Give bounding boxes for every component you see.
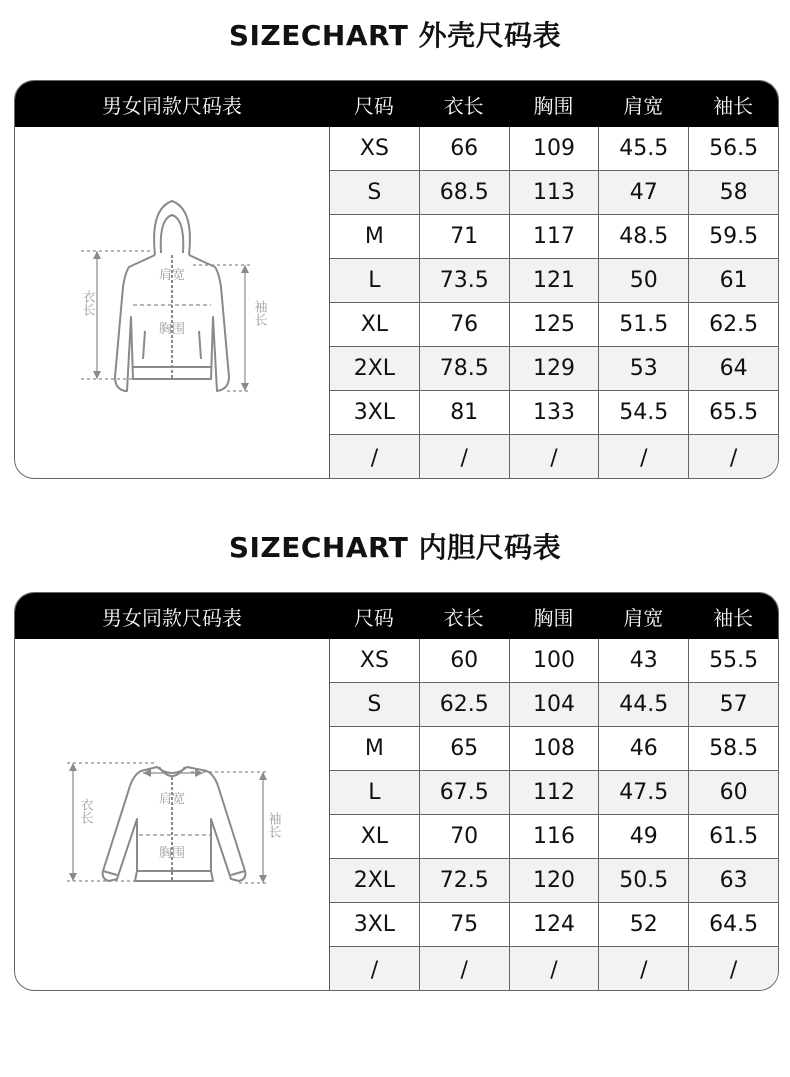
cell-chest: 113 bbox=[509, 171, 599, 214]
figure-panel bbox=[15, 639, 330, 990]
cell-size: / bbox=[370, 957, 379, 983]
cell-shoulder: 52 bbox=[598, 903, 688, 946]
figure-label-length: 衣长 bbox=[79, 290, 95, 316]
cell-sleeve: 64 bbox=[688, 347, 778, 390]
cell-length: 62.5 bbox=[419, 683, 509, 726]
table-row bbox=[330, 639, 778, 683]
table-row bbox=[330, 171, 778, 215]
cell-shoulder: 47.5 bbox=[598, 771, 688, 814]
cell-chest: 121 bbox=[509, 259, 599, 302]
cell-chest: 109 bbox=[509, 127, 599, 170]
cell-chest: 100 bbox=[509, 639, 599, 682]
cell-shoulder: 49 bbox=[598, 815, 688, 858]
cell-shoulder: 54.5 bbox=[598, 391, 688, 434]
table-row bbox=[330, 683, 778, 727]
collarless-liner-jacket-icon bbox=[15, 639, 329, 990]
cell-sleeve: 57 bbox=[688, 683, 778, 726]
header-col-sleeve: 袖长 bbox=[713, 605, 754, 630]
header-col-chest: 胸围 bbox=[533, 605, 574, 630]
cell-chest: 104 bbox=[509, 683, 599, 726]
figure-label-shoulder: 肩宽 bbox=[158, 792, 186, 807]
cell-sleeve: 64.5 bbox=[688, 903, 778, 946]
section-title-shell: SIZECHART 外壳尺码表 bbox=[228, 19, 562, 52]
cell-sleeve: 58.5 bbox=[688, 727, 778, 770]
cell-length: 65 bbox=[419, 727, 509, 770]
cell-chest: 124 bbox=[509, 903, 599, 946]
cell-sleeve: 61.5 bbox=[688, 815, 778, 858]
header-col-shoulder: 肩宽 bbox=[623, 605, 664, 630]
cell-chest: 116 bbox=[509, 815, 599, 858]
cell-size: M bbox=[364, 736, 384, 761]
cell-shoulder: 51.5 bbox=[598, 303, 688, 346]
cell-shoulder: 50 bbox=[598, 259, 688, 302]
cell-shoulder: / bbox=[598, 947, 688, 991]
cell-length: 66 bbox=[419, 127, 509, 170]
table-row bbox=[330, 435, 778, 479]
table-row bbox=[330, 727, 778, 771]
header-col-shoulder: 肩宽 bbox=[623, 93, 664, 118]
size-grid bbox=[330, 127, 778, 478]
cell-sleeve: 65.5 bbox=[688, 391, 778, 434]
cell-chest: / bbox=[509, 435, 599, 479]
cell-size: 2XL bbox=[353, 356, 396, 381]
figure-label-sleeve: 袖长 bbox=[251, 300, 267, 326]
cell-shoulder: 53 bbox=[598, 347, 688, 390]
header-col-size: 尺码 bbox=[353, 605, 394, 630]
cell-length: 78.5 bbox=[419, 347, 509, 390]
cell-sleeve: 55.5 bbox=[688, 639, 778, 682]
cell-shoulder: 43 bbox=[598, 639, 688, 682]
header-col-chest: 胸围 bbox=[533, 93, 574, 118]
cell-chest: 120 bbox=[509, 859, 599, 902]
cell-shoulder: 50.5 bbox=[598, 859, 688, 902]
cell-size: / bbox=[370, 445, 379, 471]
cell-size: S bbox=[367, 692, 382, 717]
header-col-size: 尺码 bbox=[353, 93, 394, 118]
cell-length: 76 bbox=[419, 303, 509, 346]
table-row bbox=[330, 859, 778, 903]
size-chart-shell bbox=[14, 80, 779, 479]
cell-chest: 129 bbox=[509, 347, 599, 390]
figure-label-chest: 胸围 bbox=[158, 846, 186, 861]
size-chart-liner bbox=[14, 592, 779, 991]
table-row bbox=[330, 259, 778, 303]
cell-length: 81 bbox=[419, 391, 509, 434]
cell-length: 68.5 bbox=[419, 171, 509, 214]
cell-size: XL bbox=[360, 312, 389, 337]
header-left: 男女同款尺码表 bbox=[102, 93, 242, 118]
cell-chest: / bbox=[509, 947, 599, 991]
table-row bbox=[330, 903, 778, 947]
table-row bbox=[330, 127, 778, 171]
figure-label-length: 衣长 bbox=[77, 798, 93, 824]
section-title-liner: SIZECHART 内胆尺码表 bbox=[228, 531, 562, 564]
cell-chest: 117 bbox=[509, 215, 599, 258]
header-col-length: 衣长 bbox=[443, 605, 484, 630]
table-header bbox=[15, 593, 778, 639]
cell-length: 67.5 bbox=[419, 771, 509, 814]
cell-shoulder: 47 bbox=[598, 171, 688, 214]
table-row bbox=[330, 771, 778, 815]
cell-size: L bbox=[368, 268, 381, 293]
cell-chest: 133 bbox=[509, 391, 599, 434]
cell-chest: 112 bbox=[509, 771, 599, 814]
cell-length: 70 bbox=[419, 815, 509, 858]
cell-size: XS bbox=[359, 136, 389, 161]
table-header bbox=[15, 81, 778, 127]
table-row bbox=[330, 391, 778, 435]
header-col-sleeve: 袖长 bbox=[713, 93, 754, 118]
cell-sleeve: 60 bbox=[688, 771, 778, 814]
cell-length: 72.5 bbox=[419, 859, 509, 902]
cell-sleeve: / bbox=[688, 435, 778, 479]
table-row bbox=[330, 947, 778, 991]
header-col-length: 衣长 bbox=[443, 93, 484, 118]
cell-shoulder: 48.5 bbox=[598, 215, 688, 258]
cell-sleeve: 63 bbox=[688, 859, 778, 902]
cell-length: 75 bbox=[419, 903, 509, 946]
table-row bbox=[330, 347, 778, 391]
table-row bbox=[330, 303, 778, 347]
figure-label-shoulder: 肩宽 bbox=[158, 268, 186, 283]
table-row bbox=[330, 215, 778, 259]
cell-size: M bbox=[364, 224, 384, 249]
cell-size: 2XL bbox=[353, 868, 396, 893]
cell-sleeve: 56.5 bbox=[688, 127, 778, 170]
table-row bbox=[330, 815, 778, 859]
cell-shoulder: 45.5 bbox=[598, 127, 688, 170]
size-grid bbox=[330, 639, 778, 990]
header-left: 男女同款尺码表 bbox=[102, 605, 242, 630]
cell-sleeve: / bbox=[688, 947, 778, 991]
cell-size: S bbox=[367, 180, 382, 205]
cell-sleeve: 59.5 bbox=[688, 215, 778, 258]
cell-length: 73.5 bbox=[419, 259, 509, 302]
cell-size: 3XL bbox=[353, 912, 396, 937]
figure-label-chest: 胸围 bbox=[158, 322, 186, 337]
cell-chest: 125 bbox=[509, 303, 599, 346]
cell-size: XS bbox=[359, 648, 389, 673]
cell-sleeve: 58 bbox=[688, 171, 778, 214]
cell-length: / bbox=[419, 947, 509, 991]
cell-chest: 108 bbox=[509, 727, 599, 770]
hooded-jacket-icon bbox=[15, 127, 329, 478]
cell-sleeve: 61 bbox=[688, 259, 778, 302]
cell-size: XL bbox=[360, 824, 389, 849]
cell-length: 60 bbox=[419, 639, 509, 682]
cell-size: L bbox=[368, 780, 381, 805]
cell-sleeve: 62.5 bbox=[688, 303, 778, 346]
cell-shoulder: 44.5 bbox=[598, 683, 688, 726]
figure-label-sleeve: 袖长 bbox=[265, 812, 281, 838]
figure-panel bbox=[15, 127, 330, 478]
cell-shoulder: / bbox=[598, 435, 688, 479]
cell-shoulder: 46 bbox=[598, 727, 688, 770]
cell-length: / bbox=[419, 435, 509, 479]
cell-size: 3XL bbox=[353, 400, 396, 425]
cell-length: 71 bbox=[419, 215, 509, 258]
